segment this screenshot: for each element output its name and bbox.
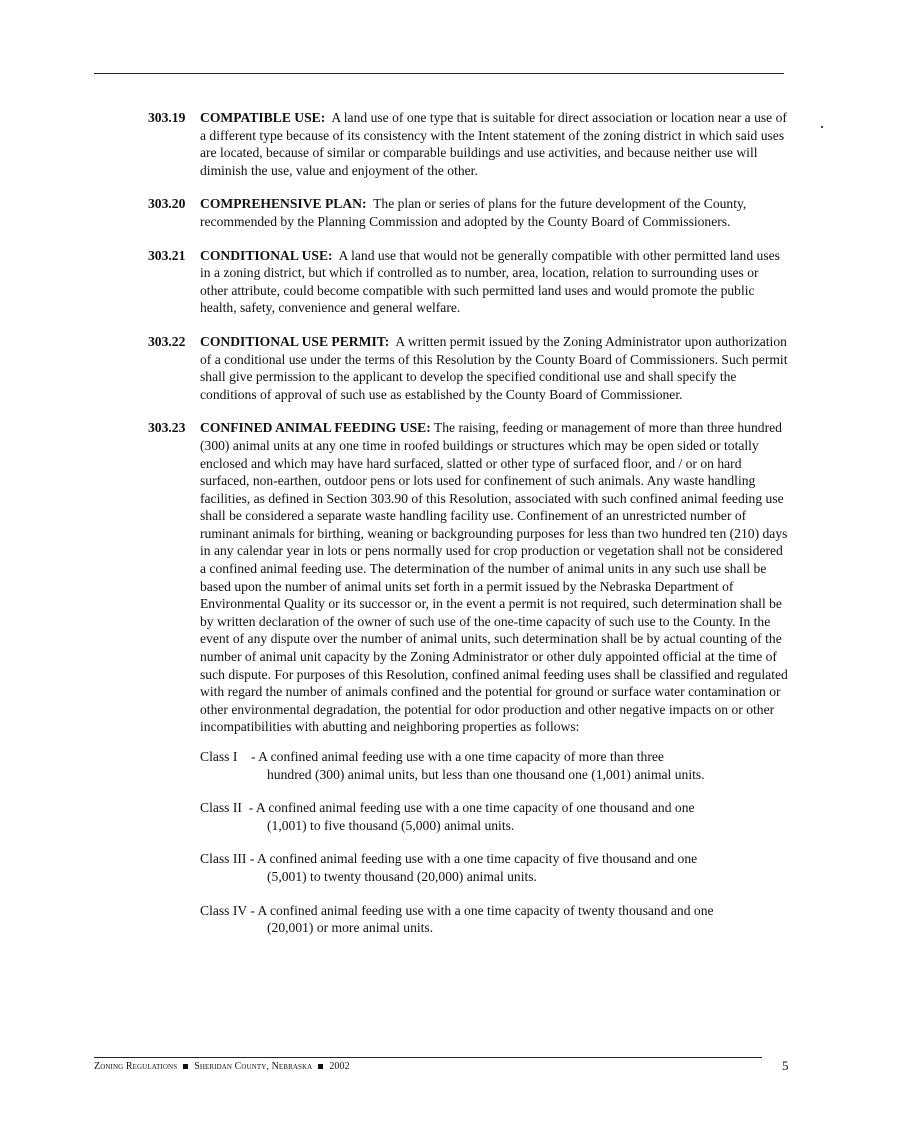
section-title: CONFINED ANIMAL FEEDING USE:	[200, 420, 431, 436]
class-label: Class III -	[200, 851, 258, 867]
class-text-line1: A confined animal feeding use with a one time capacity of more than three	[258, 749, 664, 764]
class-text-line2: hundred (300) animal units, but less than one thousand one (1,001) animal units.	[267, 766, 705, 782]
section-title: COMPREHENSIVE PLAN:	[200, 196, 367, 212]
class-item-4	[200, 902, 788, 937]
class-list	[200, 748, 788, 937]
class-text-line1: A confined animal feeding use with a one time capacity of one thousand and one	[255, 800, 695, 816]
class-label: Class I -	[200, 749, 259, 764]
class-item-2	[200, 799, 788, 834]
section-text: The raising, feeding or management of more than three hundred (300) animal units at any one time in roofed buildings or structures which may be open sided or totally enclosed and which may have hard surfaced, slatted or other type of surfaced floor, and / or on hard surfaced, non-earthen, outdoor pens or lots used for confinement of such animals. Any waste handling facilities, as defined in Section 303.90 of this Resolution, associated with such confined animal feeding use shall be considered a separate waste handling facility use. Confinement of an unrestricted number of ruminant animals for birthing, weaning or backgrounding purposes for less than two hundred ten (210) days in any calendar year in lots or pens normally used for crop production or vegetation shall not be considered a confined animal feeding use. The determination of the number of animal units in any such use shall be based upon the number of animal units set forth in a permit issued by the Nebraska Department of Environmental Quality or its successor or, in the event a permit is not required, such determination shall be by written declaration of the owner of such use of the one-time capacity of such use to the County. In the event of any dispute over the number of animal units, such determination shall be by actual counting of the number of animal unit capacity by the Zoning Administrator or other duly appointed official at the time of such dispute. For purposes of this Resolution, confined animal feeding uses shall be classified and regulated with regard the number of animals confined and the potential for ground or surface water contamination or other environmental degradation, the potential for odor production and other negative impacts on or other incompatibilities with abutting and neighboring properties as follows:	[200, 420, 788, 735]
section-number: 303.21	[148, 247, 186, 263]
scan-speck	[821, 126, 823, 128]
page-number: 5	[782, 1058, 789, 1073]
class-item-1	[200, 748, 788, 783]
footer-county: Sheridan County, Nebraska	[194, 1061, 313, 1072]
section-title: CONDITIONAL USE:	[200, 247, 333, 263]
section-303-23	[148, 419, 788, 736]
footer-year: 2002	[329, 1061, 350, 1072]
class-text-line2: (5,001) to twenty thousand (20,000) animal units.	[267, 868, 537, 884]
class-text-line2: (20,001) or more animal units.	[267, 920, 434, 936]
section-title: COMPATIBLE USE:	[200, 110, 326, 125]
section-303-21	[148, 247, 788, 317]
footer-rule	[94, 1057, 762, 1058]
section-number: 303.22	[148, 333, 186, 349]
section-303-22	[148, 333, 788, 403]
section-number: 303.23	[148, 420, 186, 436]
section-303-20	[148, 195, 788, 230]
class-label: Class II -	[200, 800, 256, 816]
section-text: A land use that would not be generally compatible with other permitted land uses in a zoning district, but which if controlled as to number, area, location, relation to surrounding uses or other attribute, could become compatible with such permitted land uses and would promote the public health, safety, convenience and general welfare.	[200, 247, 780, 316]
class-label: Class IV -	[200, 902, 258, 918]
square-bullet-icon	[318, 1064, 323, 1069]
section-body	[200, 419, 788, 736]
section-body	[200, 333, 788, 403]
section-text: The plan or series of plans for the future development of the County, recommended by the Planning Commission and adopted by the County Board of Commissioners.	[200, 196, 747, 229]
class-text-line2: (1,001) to five thousand (5,000) animal units.	[267, 817, 515, 833]
header-rule	[94, 73, 784, 74]
section-number: 303.20	[148, 196, 186, 212]
section-body	[200, 195, 788, 230]
class-text-line1: A confined animal feeding use with a one time capacity of twenty thousand and one	[257, 902, 714, 918]
footer-title: Zoning Regulations	[94, 1061, 178, 1072]
section-body	[200, 109, 788, 179]
section-title: CONDITIONAL USE PERMIT:	[200, 333, 390, 349]
document-body	[148, 109, 788, 953]
section-body	[200, 247, 788, 317]
class-text-line1: A confined animal feeding use with a one time capacity of five thousand and one	[257, 851, 698, 867]
page-footer	[94, 1061, 350, 1072]
section-303-19	[148, 109, 788, 179]
section-text: A land use of one type that is suitable for direct association or location near a use of a different type because of its consistency with the Intent statement of the zoning district in which said uses are located, because of similar or comparable buildings and use activities, and because neither use will diminish the use, value and enjoyment of the other.	[200, 110, 787, 178]
class-item-3	[200, 850, 788, 885]
square-bullet-icon	[183, 1064, 188, 1069]
section-number: 303.19	[148, 110, 186, 125]
section-text: A written permit issued by the Zoning Administrator upon authorization of a conditional use under the terms of this Resolution by the County Board of Commissioners. Such permit shall give permission to the applicant to develop the specified conditional use and shall specify the conditions of approval of such use as established by the County Board of Commissioner.	[200, 333, 788, 402]
